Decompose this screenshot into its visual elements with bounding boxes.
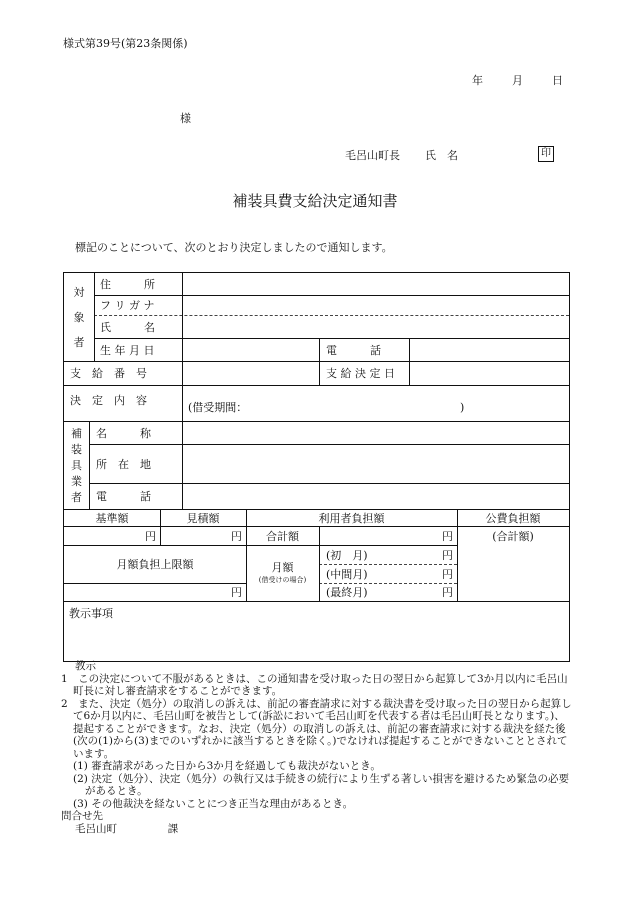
- base-amount-header: 基準額: [95, 511, 129, 525]
- date-year: 年: [472, 74, 483, 87]
- vendor-char: 補: [71, 427, 82, 440]
- intro-text: 標記のことについて、次のとおり決定しましたので通知します。: [75, 241, 393, 254]
- date-line: [472, 72, 563, 88]
- subject-char: 対: [73, 285, 85, 299]
- user-burden-header: 利用者負担額: [318, 511, 385, 525]
- public-burden-header: 公費負担額: [485, 511, 541, 525]
- instructions-label: 教示事項: [69, 607, 113, 620]
- rule: [94, 273, 95, 361]
- subject-char: 者: [73, 336, 85, 350]
- note-2-sub-1: (1) 審査請求があった日から3か月を経過しても裁決がないとき。: [73, 760, 381, 772]
- phone-label: 電 話: [326, 343, 381, 357]
- notice-form-table: [63, 272, 570, 662]
- yen-unit: 円: [231, 586, 242, 599]
- issuer-title: 毛呂山町長: [345, 149, 400, 162]
- address-label: 住 所: [100, 278, 155, 291]
- rule: [319, 338, 320, 385]
- note-2-sub-3: (3) その他裁決を経ないことにつき正当な理由があるとき。: [73, 797, 354, 810]
- rule: [89, 421, 90, 509]
- yen-unit: 円: [442, 529, 453, 543]
- contact-dept: [63, 823, 573, 836]
- rule: [64, 583, 246, 584]
- document-title: 補装具費支給決定通知書: [232, 192, 398, 210]
- vendor-name-label: 名 称: [96, 426, 151, 440]
- name-label: 氏 名: [100, 320, 155, 334]
- rule: [182, 421, 183, 509]
- subject-char: 象: [73, 310, 85, 324]
- contact-dept-suffix: 課: [167, 822, 179, 835]
- estimate-header: 見積額: [186, 511, 220, 525]
- loan-period-label: (借受期間：: [188, 401, 248, 414]
- rule: [64, 601, 569, 602]
- issuer-name-label: 氏 名: [425, 149, 458, 162]
- decision-label: 決 定 内 容: [70, 394, 147, 407]
- vendor-phone-label: 電 話: [96, 490, 151, 503]
- first-month-label: (初 月): [326, 548, 368, 562]
- rule: [182, 273, 183, 421]
- addressee-suffix: 様: [180, 112, 191, 125]
- contact-town: 毛呂山町: [75, 822, 117, 835]
- note-2: 2 また、決定（処分）の取消しの訴えは、前記の審査請求に対する裁決書を受け取った日の翌日から起算して6か月以内に、毛呂山町を被告として(訴訟において毛呂山町を代表する者は毛呂山町長となります。)、提起することができます。なお、決定（処分）の取消しの訴えは、前記の審査請求に対する裁決を経た後(次の(1)から(3)までのいずれかに該当するときを除く。)でなければ提起することができないこととされています。: [61, 697, 572, 760]
- payment-number-label: 支 給 番 号: [70, 367, 147, 380]
- total-label: 合計額: [266, 529, 299, 543]
- rule: [409, 338, 410, 385]
- date-day: 日: [552, 74, 563, 87]
- yen-unit: 円: [442, 586, 453, 599]
- vendor-label: [64, 425, 89, 505]
- appeal-notes: [63, 660, 573, 835]
- vendor-location-label: 所 在 地: [96, 457, 151, 471]
- rule: [319, 526, 320, 601]
- monthly-cap-label: 月額負担上限額: [116, 558, 194, 571]
- furigana-label: フ リ ガ ナ: [100, 299, 155, 312]
- yen-unit: 円: [231, 529, 242, 543]
- monthly-note: (借受けの場合): [258, 576, 307, 584]
- birthdate-label: 生 年 月 日: [100, 343, 155, 357]
- monthly-label: 月額: [271, 561, 294, 574]
- vendor-char: 者: [71, 491, 82, 504]
- mid-month-label: (中間月): [326, 567, 368, 581]
- issuer-line: [345, 147, 458, 163]
- yen-unit: 円: [145, 529, 156, 543]
- seal-mark: 印: [538, 146, 554, 162]
- contact-label: 問合せ先: [61, 810, 103, 822]
- payment-date-label: 支 給 決 定 日: [326, 367, 395, 380]
- monthly-block: [246, 559, 319, 585]
- vendor-char: 装: [71, 443, 82, 456]
- vendor-char: 業: [71, 475, 82, 488]
- notes-heading: 教示: [75, 660, 96, 672]
- yen-unit: 円: [442, 567, 453, 581]
- date-month: 月: [512, 74, 523, 87]
- vendor-char: 具: [71, 459, 82, 472]
- form-number: 様式第39号(第23条関係): [63, 37, 188, 50]
- loan-period-close: ): [460, 400, 465, 414]
- note-2-sub-2: (2) 決定（処分）、決定（処分）の執行又は手続きの続行により生ずる著しい損害を避けるため緊急の必要があるとき。: [73, 772, 569, 797]
- yen-unit: 円: [442, 548, 453, 562]
- last-month-label: (最終月): [326, 586, 368, 599]
- note-1: 1 この決定について不服があるときは、この通知書を受け取った日の翌日から起算して3か月以内に毛呂山町長に対し審査請求をすることができます。: [61, 672, 568, 697]
- subject-label: [64, 279, 94, 355]
- public-total-label: (合計額): [492, 529, 534, 543]
